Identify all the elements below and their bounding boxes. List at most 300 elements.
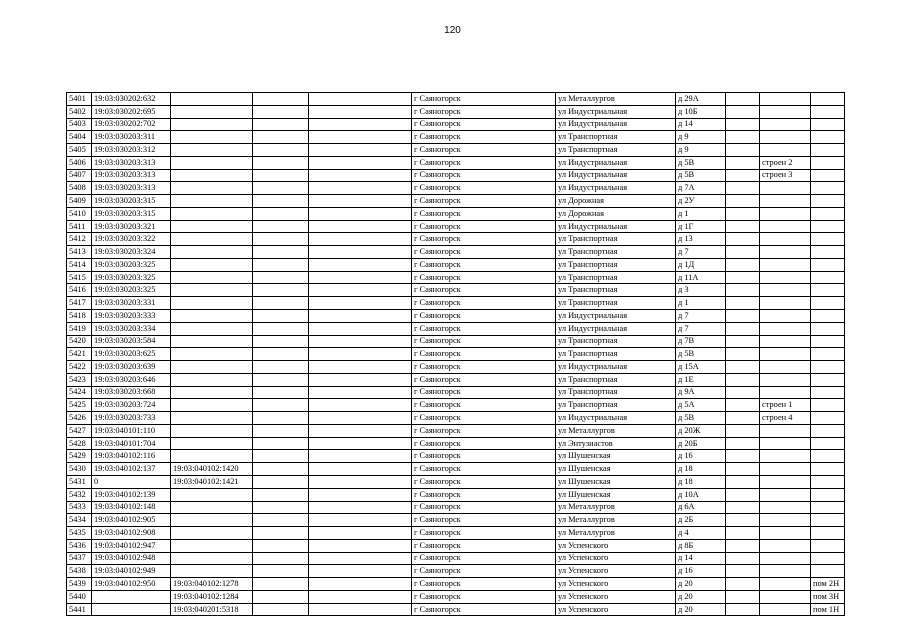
cell-premises: пом 3Н — [811, 590, 845, 603]
cell-col-9 — [726, 450, 760, 463]
cell-city: г Саяногорск — [412, 246, 556, 259]
cell-col-4 — [253, 361, 309, 374]
cell-city: г Саяногорск — [412, 412, 556, 425]
cell-city: г Саяногорск — [412, 322, 556, 335]
cell-col-4 — [253, 156, 309, 169]
cell-street: ул Металлургов — [556, 514, 676, 527]
cell-cadastral-number: 19:03:030203:333 — [92, 310, 171, 323]
cell-row-number: 5410 — [67, 207, 92, 220]
cell-building — [760, 258, 811, 271]
cell-street: ул Шушенская — [556, 488, 676, 501]
cell-street: ул Успенского — [556, 552, 676, 565]
cell-col-9 — [726, 348, 760, 361]
cell-row-number: 5436 — [67, 539, 92, 552]
cell-street: ул Индустриальная — [556, 310, 676, 323]
cell-row-number: 5417 — [67, 297, 92, 310]
cell-building — [760, 220, 811, 233]
cell-col-5 — [309, 463, 412, 476]
cell-extra-cadastral-number — [171, 220, 253, 233]
cell-col-5 — [309, 258, 412, 271]
cell-house: д 9А — [676, 386, 726, 399]
cell-premises — [811, 118, 845, 131]
table-row — [67, 552, 845, 565]
cell-cadastral-number: 19:03:040101:704 — [92, 437, 171, 450]
cell-col-4 — [253, 220, 309, 233]
cell-col-5 — [309, 565, 412, 578]
cell-extra-cadastral-number — [171, 361, 253, 374]
cell-col-4 — [253, 424, 309, 437]
cell-col-4 — [253, 195, 309, 208]
cell-row-number: 5403 — [67, 118, 92, 131]
cell-street: ул Индустриальная — [556, 322, 676, 335]
cell-street: ул Транспортная — [556, 373, 676, 386]
cell-building — [760, 131, 811, 144]
cell-city: г Саяногорск — [412, 105, 556, 118]
cell-cadastral-number: 19:03:040102:908 — [92, 527, 171, 540]
cell-cadastral-number: 19:03:040102:137 — [92, 463, 171, 476]
cell-cadastral-number: 19:03:030203:325 — [92, 284, 171, 297]
cell-row-number: 5419 — [67, 322, 92, 335]
cell-building — [760, 348, 811, 361]
cell-street: ул Транспортная — [556, 131, 676, 144]
cell-col-9 — [726, 565, 760, 578]
cell-col-9 — [726, 258, 760, 271]
cell-extra-cadastral-number — [171, 297, 253, 310]
cell-col-9 — [726, 93, 760, 106]
cell-col-4 — [253, 93, 309, 106]
cell-city: г Саяногорск — [412, 590, 556, 603]
cell-building — [760, 93, 811, 106]
cell-col-5 — [309, 578, 412, 591]
cell-col-4 — [253, 501, 309, 514]
cell-col-4 — [253, 412, 309, 425]
cell-cadastral-number: 19:03:040102:948 — [92, 552, 171, 565]
cell-extra-cadastral-number — [171, 514, 253, 527]
cell-col-9 — [726, 475, 760, 488]
cell-col-5 — [309, 156, 412, 169]
cell-col-5 — [309, 412, 412, 425]
cell-col-5 — [309, 501, 412, 514]
cell-col-5 — [309, 399, 412, 412]
cell-col-4 — [253, 578, 309, 591]
cell-extra-cadastral-number — [171, 322, 253, 335]
cell-city: г Саяногорск — [412, 310, 556, 323]
cell-extra-cadastral-number — [171, 552, 253, 565]
table-row — [67, 93, 845, 106]
cell-extra-cadastral-number: 19:03:040201:5318 — [171, 603, 253, 616]
cell-city: г Саяногорск — [412, 220, 556, 233]
table-row — [67, 271, 845, 284]
cell-col-9 — [726, 578, 760, 591]
cell-premises — [811, 539, 845, 552]
cell-premises — [811, 565, 845, 578]
cell-house: д 20Б — [676, 437, 726, 450]
cell-extra-cadastral-number — [171, 169, 253, 182]
cell-city: г Саяногорск — [412, 361, 556, 374]
cell-city: г Саяногорск — [412, 348, 556, 361]
cell-col-9 — [726, 207, 760, 220]
cell-city: г Саяногорск — [412, 424, 556, 437]
cell-row-number: 5412 — [67, 233, 92, 246]
cell-extra-cadastral-number — [171, 437, 253, 450]
cell-street: ул Индустриальная — [556, 412, 676, 425]
cell-extra-cadastral-number — [171, 412, 253, 425]
cell-row-number: 5437 — [67, 552, 92, 565]
table-row — [67, 258, 845, 271]
table-row — [67, 539, 845, 552]
cell-premises — [811, 552, 845, 565]
cell-col-9 — [726, 310, 760, 323]
cell-col-4 — [253, 144, 309, 157]
cell-col-4 — [253, 590, 309, 603]
cell-cadastral-number: 19:03:030203:315 — [92, 207, 171, 220]
cell-col-9 — [726, 590, 760, 603]
cell-premises — [811, 335, 845, 348]
cell-street: ул Индустриальная — [556, 118, 676, 131]
cell-cadastral-number: 19:03:030203:322 — [92, 233, 171, 246]
cell-building — [760, 182, 811, 195]
registry-body — [67, 93, 845, 616]
cell-street: ул Шушенская — [556, 450, 676, 463]
cell-col-9 — [726, 156, 760, 169]
cell-house: д 1 — [676, 297, 726, 310]
table-row — [67, 284, 845, 297]
cell-cadastral-number: 19:03:040102:949 — [92, 565, 171, 578]
cell-cadastral-number: 19:03:030203:639 — [92, 361, 171, 374]
cell-premises — [811, 361, 845, 374]
cell-premises — [811, 399, 845, 412]
cell-street: ул Металлургов — [556, 501, 676, 514]
cell-cadastral-number — [92, 590, 171, 603]
cell-street: ул Металлургов — [556, 527, 676, 540]
cell-premises — [811, 297, 845, 310]
cell-city: г Саяногорск — [412, 258, 556, 271]
cell-house: д 8Б — [676, 539, 726, 552]
cell-city: г Саяногорск — [412, 156, 556, 169]
cell-col-5 — [309, 297, 412, 310]
cell-col-5 — [309, 310, 412, 323]
cell-row-number: 5418 — [67, 310, 92, 323]
cell-col-9 — [726, 322, 760, 335]
cell-col-5 — [309, 603, 412, 616]
table-row — [67, 590, 845, 603]
cell-cadastral-number: 19:03:040102:139 — [92, 488, 171, 501]
cell-street: ул Транспортная — [556, 258, 676, 271]
cell-building — [760, 335, 811, 348]
cell-col-9 — [726, 246, 760, 259]
cell-row-number: 5432 — [67, 488, 92, 501]
cell-col-4 — [253, 322, 309, 335]
cell-street: ул Транспортная — [556, 144, 676, 157]
cell-extra-cadastral-number: 19:03:040102:1278 — [171, 578, 253, 591]
cell-extra-cadastral-number — [171, 501, 253, 514]
cell-cadastral-number: 19:03:030203:324 — [92, 246, 171, 259]
cell-building — [760, 373, 811, 386]
cell-cadastral-number: 19:03:030203:313 — [92, 156, 171, 169]
cell-col-4 — [253, 386, 309, 399]
cell-building — [760, 450, 811, 463]
table-row — [67, 501, 845, 514]
cell-house: д 5В — [676, 169, 726, 182]
cell-col-4 — [253, 207, 309, 220]
cell-row-number: 5414 — [67, 258, 92, 271]
cell-col-9 — [726, 182, 760, 195]
cell-street: ул Транспортная — [556, 271, 676, 284]
cell-col-9 — [726, 373, 760, 386]
cell-building — [760, 603, 811, 616]
cell-extra-cadastral-number — [171, 207, 253, 220]
cell-cadastral-number: 19:03:030203:733 — [92, 412, 171, 425]
cell-city: г Саяногорск — [412, 514, 556, 527]
table-row — [67, 335, 845, 348]
cell-row-number: 5413 — [67, 246, 92, 259]
cell-cadastral-number: 19:03:030203:321 — [92, 220, 171, 233]
cell-row-number: 5408 — [67, 182, 92, 195]
cell-col-9 — [726, 335, 760, 348]
cell-row-number: 5404 — [67, 131, 92, 144]
cell-col-4 — [253, 450, 309, 463]
cell-extra-cadastral-number — [171, 93, 253, 106]
cell-row-number: 5429 — [67, 450, 92, 463]
cell-row-number: 5425 — [67, 399, 92, 412]
cell-row-number: 5440 — [67, 590, 92, 603]
cell-row-number: 5405 — [67, 144, 92, 157]
cell-row-number: 5434 — [67, 514, 92, 527]
cell-col-5 — [309, 450, 412, 463]
cell-street: ул Индустриальная — [556, 156, 676, 169]
cell-row-number: 5416 — [67, 284, 92, 297]
cell-col-4 — [253, 373, 309, 386]
cell-cadastral-number: 19:03:030203:331 — [92, 297, 171, 310]
cell-col-4 — [253, 565, 309, 578]
cell-street: ул Транспортная — [556, 399, 676, 412]
cell-col-9 — [726, 399, 760, 412]
cell-city: г Саяногорск — [412, 373, 556, 386]
cell-premises — [811, 386, 845, 399]
cell-building — [760, 578, 811, 591]
cell-city: г Саяногорск — [412, 539, 556, 552]
cell-premises — [811, 258, 845, 271]
table-row — [67, 246, 845, 259]
cell-cadastral-number: 19:03:030203:625 — [92, 348, 171, 361]
cell-extra-cadastral-number — [171, 182, 253, 195]
cell-col-9 — [726, 105, 760, 118]
cell-city: г Саяногорск — [412, 169, 556, 182]
cell-extra-cadastral-number — [171, 271, 253, 284]
table-row — [67, 207, 845, 220]
cell-city: г Саяногорск — [412, 207, 556, 220]
cell-cadastral-number: 19:03:040102:950 — [92, 578, 171, 591]
cell-premises — [811, 246, 845, 259]
cell-row-number: 5422 — [67, 361, 92, 374]
cell-extra-cadastral-number: 19:03:040102:1421 — [171, 475, 253, 488]
table-row — [67, 386, 845, 399]
cell-building — [760, 590, 811, 603]
cell-row-number: 5433 — [67, 501, 92, 514]
cell-street: ул Металлургов — [556, 93, 676, 106]
cell-building — [760, 463, 811, 476]
table-row — [67, 169, 845, 182]
cell-house: д 5В — [676, 412, 726, 425]
cell-city: г Саяногорск — [412, 195, 556, 208]
cell-row-number: 5435 — [67, 527, 92, 540]
cell-extra-cadastral-number — [171, 105, 253, 118]
cell-col-9 — [726, 169, 760, 182]
cell-street: ул Металлургов — [556, 424, 676, 437]
cell-cadastral-number: 19:03:030202:695 — [92, 105, 171, 118]
cell-premises — [811, 195, 845, 208]
cell-col-5 — [309, 144, 412, 157]
cell-col-9 — [726, 144, 760, 157]
cell-col-9 — [726, 463, 760, 476]
cell-col-5 — [309, 105, 412, 118]
cell-cadastral-number — [92, 603, 171, 616]
cell-house: д 5В — [676, 156, 726, 169]
cell-row-number: 5426 — [67, 412, 92, 425]
cell-cadastral-number: 19:03:040102:947 — [92, 539, 171, 552]
cell-extra-cadastral-number — [171, 284, 253, 297]
cell-building — [760, 310, 811, 323]
cell-city: г Саяногорск — [412, 118, 556, 131]
cell-row-number: 5407 — [67, 169, 92, 182]
cell-cadastral-number: 19:03:040102:116 — [92, 450, 171, 463]
cell-house: д 20 — [676, 590, 726, 603]
table-row — [67, 437, 845, 450]
cell-cadastral-number: 19:03:030203:325 — [92, 271, 171, 284]
cell-street: ул Успенского — [556, 539, 676, 552]
cell-street: ул Успенского — [556, 603, 676, 616]
cell-city: г Саяногорск — [412, 463, 556, 476]
cell-cadastral-number: 19:03:030203:584 — [92, 335, 171, 348]
cell-col-5 — [309, 131, 412, 144]
cell-city: г Саяногорск — [412, 527, 556, 540]
cell-extra-cadastral-number — [171, 144, 253, 157]
table-row — [67, 527, 845, 540]
cell-street: ул Энтузиастов — [556, 437, 676, 450]
cell-extra-cadastral-number — [171, 246, 253, 259]
cell-col-9 — [726, 271, 760, 284]
cell-col-5 — [309, 475, 412, 488]
cell-house: д 9 — [676, 131, 726, 144]
cell-col-9 — [726, 424, 760, 437]
cell-house: д 15А — [676, 361, 726, 374]
cell-row-number: 5423 — [67, 373, 92, 386]
cell-col-5 — [309, 590, 412, 603]
cell-house: д 6А — [676, 501, 726, 514]
cell-building — [760, 361, 811, 374]
cell-premises — [811, 475, 845, 488]
cell-street: ул Успенского — [556, 590, 676, 603]
cell-row-number: 5427 — [67, 424, 92, 437]
cell-street: ул Транспортная — [556, 297, 676, 310]
cell-extra-cadastral-number — [171, 258, 253, 271]
cell-cadastral-number: 19:03:030203:668 — [92, 386, 171, 399]
cell-premises: пом 1Н — [811, 603, 845, 616]
cell-row-number: 5441 — [67, 603, 92, 616]
cell-house: д 14 — [676, 552, 726, 565]
cell-street: ул Дорожная — [556, 195, 676, 208]
cell-building — [760, 565, 811, 578]
cell-city: г Саяногорск — [412, 552, 556, 565]
cell-city: г Саяногорск — [412, 284, 556, 297]
cell-premises — [811, 348, 845, 361]
cell-city: г Саяногорск — [412, 399, 556, 412]
table-row — [67, 373, 845, 386]
cell-extra-cadastral-number: 19:03:040102:1420 — [171, 463, 253, 476]
cell-house: д 20Ж — [676, 424, 726, 437]
cell-building: строен 4 — [760, 412, 811, 425]
cell-house: д 13 — [676, 233, 726, 246]
cell-cadastral-number: 19:03:030203:311 — [92, 131, 171, 144]
cell-street: ул Индустриальная — [556, 105, 676, 118]
cell-col-9 — [726, 233, 760, 246]
cell-col-4 — [253, 169, 309, 182]
cell-col-5 — [309, 169, 412, 182]
cell-row-number: 5428 — [67, 437, 92, 450]
cell-premises — [811, 463, 845, 476]
cell-row-number: 5420 — [67, 335, 92, 348]
table-row — [67, 450, 845, 463]
cell-house: д 16 — [676, 450, 726, 463]
cell-street: ул Шушенская — [556, 475, 676, 488]
cell-premises — [811, 93, 845, 106]
cell-col-4 — [253, 552, 309, 565]
cell-city: г Саяногорск — [412, 565, 556, 578]
cell-row-number: 5430 — [67, 463, 92, 476]
cell-premises — [811, 501, 845, 514]
cell-col-5 — [309, 437, 412, 450]
cell-col-9 — [726, 501, 760, 514]
cell-building — [760, 207, 811, 220]
cell-cadastral-number: 19:03:030203:334 — [92, 322, 171, 335]
cell-premises — [811, 450, 845, 463]
cell-premises — [811, 182, 845, 195]
cell-col-4 — [253, 437, 309, 450]
cell-col-5 — [309, 195, 412, 208]
cell-premises — [811, 271, 845, 284]
cell-premises — [811, 310, 845, 323]
cell-col-4 — [253, 603, 309, 616]
cell-building — [760, 552, 811, 565]
table-row — [67, 424, 845, 437]
cell-building — [760, 118, 811, 131]
cell-col-5 — [309, 488, 412, 501]
table-row — [67, 348, 845, 361]
page-number: 120 — [444, 25, 461, 36]
cell-row-number: 5431 — [67, 475, 92, 488]
cell-col-9 — [726, 539, 760, 552]
cell-cadastral-number: 19:03:030203:312 — [92, 144, 171, 157]
table-row — [67, 322, 845, 335]
cell-col-4 — [253, 335, 309, 348]
table-row — [67, 195, 845, 208]
cell-building — [760, 501, 811, 514]
cell-house: д 20 — [676, 578, 726, 591]
cell-building — [760, 105, 811, 118]
cell-premises — [811, 131, 845, 144]
cell-extra-cadastral-number — [171, 195, 253, 208]
cell-col-5 — [309, 118, 412, 131]
cell-house: д 2У — [676, 195, 726, 208]
table-row — [67, 514, 845, 527]
cell-street: ул Транспортная — [556, 335, 676, 348]
cell-house: д 18 — [676, 475, 726, 488]
cell-col-5 — [309, 271, 412, 284]
cell-street: ул Индустриальная — [556, 169, 676, 182]
cell-row-number: 5411 — [67, 220, 92, 233]
cell-city: г Саяногорск — [412, 475, 556, 488]
cell-col-5 — [309, 348, 412, 361]
